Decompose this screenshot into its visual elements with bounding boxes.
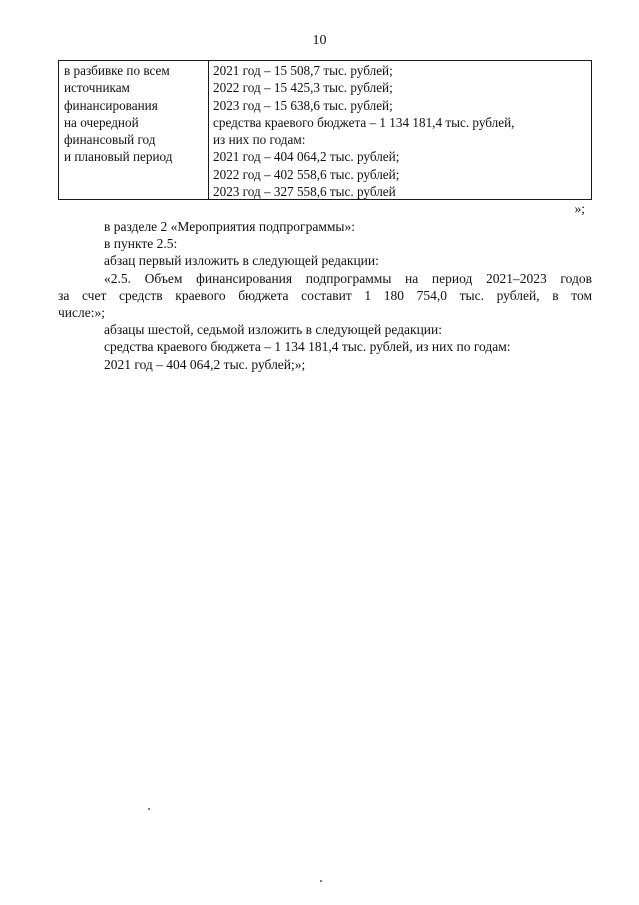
- paragraph-sixth-seventh: абзацы шестой, седьмой изложить в следующей редакции:: [104, 322, 442, 338]
- scan-speck: [148, 808, 150, 810]
- closing-quote: »;: [574, 201, 585, 216]
- financing-table: [58, 60, 592, 200]
- table-right-line: 2023 год – 327 558,6 тыс. рублей: [213, 184, 396, 200]
- table-left-line: на очередной: [64, 114, 139, 130]
- table-right-line: 2022 год – 402 558,6 тыс. рублей;: [213, 166, 400, 182]
- scan-speck: [320, 880, 322, 882]
- paragraph-quote-line-2: за счет средств краевого бюджета составит 1 180 754,0 тыс. рублей, в том: [58, 287, 592, 303]
- paragraph-first-abzac: абзац первый изложить в следующей редакции:: [104, 253, 379, 269]
- table-left-column: [59, 61, 209, 199]
- page-number: 10: [312, 33, 327, 48]
- table-right-line: 2021 год – 404 064,2 тыс. рублей;: [213, 149, 400, 165]
- table-right-line: средства краевого бюджета – 1 134 181,4 тыс. рублей,: [213, 114, 515, 130]
- table-right-line: 2021 год – 15 508,7 тыс. рублей;: [213, 63, 393, 78]
- paragraph-section-2: в разделе 2 «Мероприятия подпрограммы»:: [104, 219, 355, 234]
- table-left-line: источникам: [64, 80, 130, 96]
- paragraph-year-2021: 2021 год – 404 064,2 тыс. рублей;»;: [104, 356, 306, 372]
- paragraph-regional-budget: средства краевого бюджета – 1 134 181,4 тыс. рублей, из них по годам:: [104, 339, 511, 355]
- table-left-line: в разбивке по всем: [64, 63, 170, 78]
- table-right-line: из них по годам:: [213, 132, 306, 148]
- table-left-line: и плановый период: [64, 149, 173, 165]
- table-right-line: 2022 год – 15 425,3 тыс. рублей;: [213, 80, 393, 96]
- table-left-line: финансирования: [64, 97, 158, 113]
- paragraph-item-2-5: в пункте 2.5:: [104, 236, 178, 252]
- paragraph-quote-line-1: «2.5. Объем финансирования подпрограммы на период 2021–2023 годов: [104, 270, 592, 286]
- paragraph-quote-line-3: числе:»;: [58, 305, 105, 321]
- document-body: [58, 218, 592, 373]
- table-right-column: [209, 61, 591, 199]
- table-left-line: финансовый год: [64, 132, 156, 148]
- table-right-line: 2023 год – 15 638,6 тыс. рублей;: [213, 97, 393, 113]
